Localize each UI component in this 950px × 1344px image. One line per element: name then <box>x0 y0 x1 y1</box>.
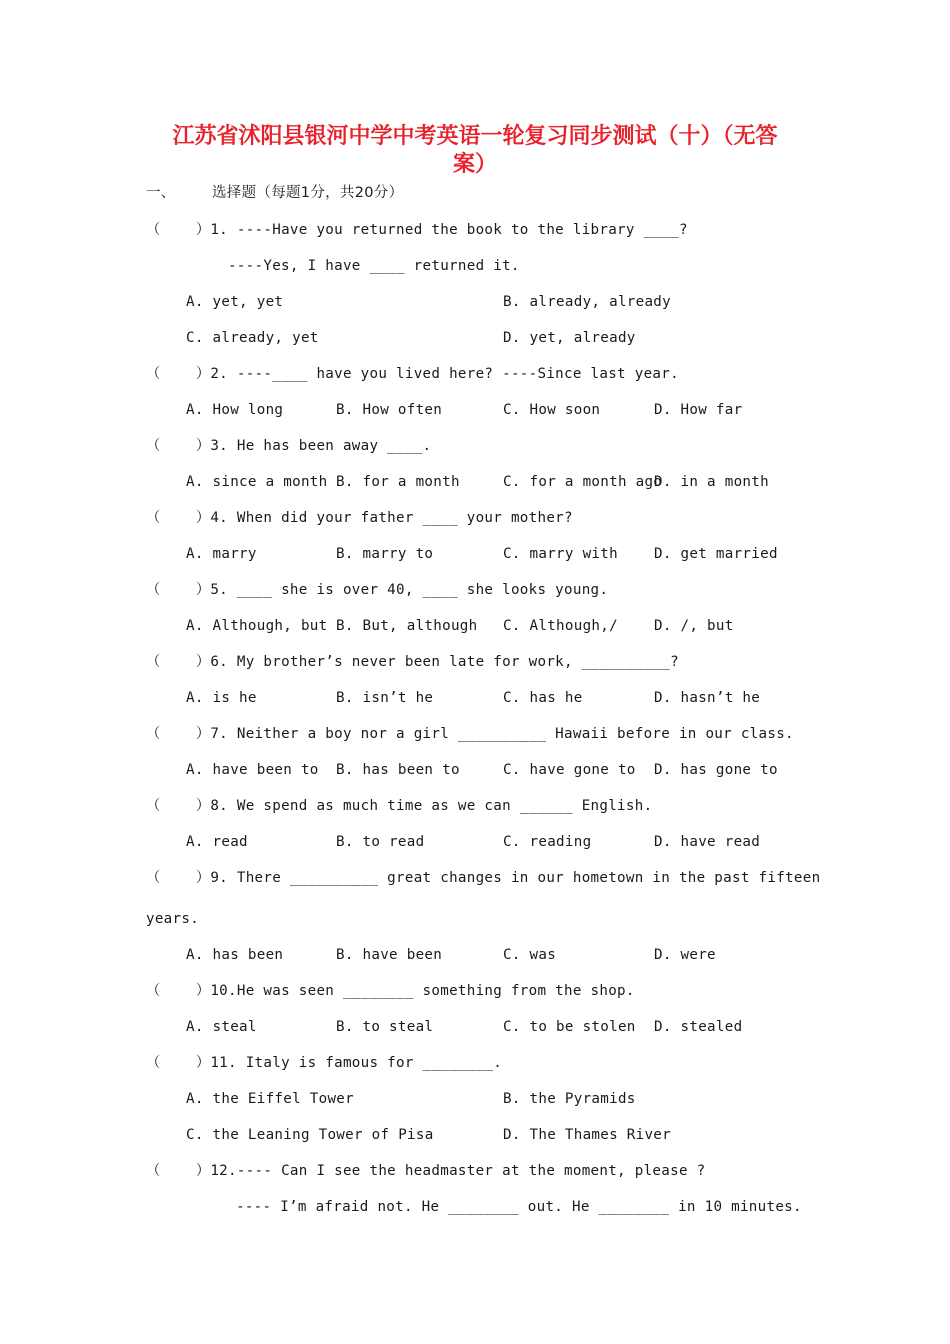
option: A. have been to <box>186 762 319 778</box>
option: D. How far <box>654 402 743 418</box>
option: C. to be stolen <box>503 1019 636 1035</box>
option: C. the Leaning Tower of Pisa <box>186 1127 434 1143</box>
question-stem: （ ）2. ----____ have you lived here? ----Since last year. <box>146 366 679 382</box>
option: A. since a month <box>186 474 328 490</box>
question-stem: （ ）1. ----Have you returned the book to the library ____? <box>146 222 688 238</box>
question-stem: （ ）6. My brother’s never been late for work, __________? <box>146 654 679 670</box>
option: B. marry to <box>336 546 434 562</box>
option: B. How often <box>336 402 443 418</box>
option: B. have been <box>336 947 443 963</box>
option: C. reading <box>503 834 592 850</box>
option: B. has been to <box>336 762 460 778</box>
option: B. the Pyramids <box>503 1091 636 1107</box>
option: B. already, already <box>503 294 671 310</box>
option: A. is he <box>186 690 257 706</box>
option: C. already, yet <box>186 330 319 346</box>
question-stem-cont: ----Yes, I have ____ returned it. <box>228 258 520 274</box>
option: D. get married <box>654 546 778 562</box>
section-label: 选择题（每题1分，共20分） <box>212 185 404 201</box>
option: C. have gone to <box>503 762 636 778</box>
option: A. steal <box>186 1019 257 1035</box>
option: A. How long <box>186 402 284 418</box>
option: D. has gone to <box>654 762 778 778</box>
option: B. But, although <box>336 618 478 634</box>
question-stem: （ ）4. When did your father ____ your mother? <box>146 510 573 526</box>
question-stem: （ ）3. He has been away ____. <box>146 438 432 454</box>
option: D. /, but <box>654 618 734 634</box>
option: B. isn’t he <box>336 690 434 706</box>
option: D. in a month <box>654 474 769 490</box>
option: A. marry <box>186 546 257 562</box>
section-number: 一、 <box>146 185 176 201</box>
question-stem: （ ）5. ____ she is over 40, ____ she looks young. <box>146 582 609 598</box>
question-stem: （ ）7. Neither a boy nor a girl __________ Hawaii before in our class. <box>146 726 794 742</box>
option: D. The Thames River <box>503 1127 671 1143</box>
option: C. How soon <box>503 402 601 418</box>
question-stem-cont: years. <box>146 911 200 927</box>
question-stem: （ ）12.---- Can I see the headmaster at the moment, please ? <box>146 1163 706 1179</box>
option: D. have read <box>654 834 761 850</box>
option: A. read <box>186 834 248 850</box>
option: D. were <box>654 947 716 963</box>
question-stem: （ ）10.He was seen ________ something from the shop. <box>146 983 635 999</box>
question-stem: （ ）9. There __________ great changes in our hometown in the past fifteen <box>146 870 821 886</box>
question-stem: （ ）8. We spend as much time as we can ______ English. <box>146 798 653 814</box>
option: C. marry with <box>503 546 618 562</box>
option: C. was <box>503 947 557 963</box>
option: D. hasn’t he <box>654 690 761 706</box>
option: B. to read <box>336 834 425 850</box>
document-title-line-1: 江苏省沭阳县银河中学中考英语一轮复习同步测试（十）（无答 <box>172 123 778 149</box>
option: D. yet, already <box>503 330 636 346</box>
option: A. the Eiffel Tower <box>186 1091 354 1107</box>
option: A. has been <box>186 947 284 963</box>
question-stem-cont: ---- I’m afraid not. He ________ out. He ________ in 10 minutes. <box>236 1199 802 1215</box>
question-stem: （ ）11. Italy is famous for ________. <box>146 1055 503 1071</box>
option: A. Although, but <box>186 618 328 634</box>
option: C. for a month ago <box>503 474 663 490</box>
document-title-line-2: 案） <box>452 151 497 177</box>
option: B. to steal <box>336 1019 434 1035</box>
option: C. has he <box>503 690 583 706</box>
option: B. for a month <box>336 474 460 490</box>
option: C. Although,/ <box>503 618 618 634</box>
option: D. stealed <box>654 1019 743 1035</box>
option: A. yet, yet <box>186 294 284 310</box>
